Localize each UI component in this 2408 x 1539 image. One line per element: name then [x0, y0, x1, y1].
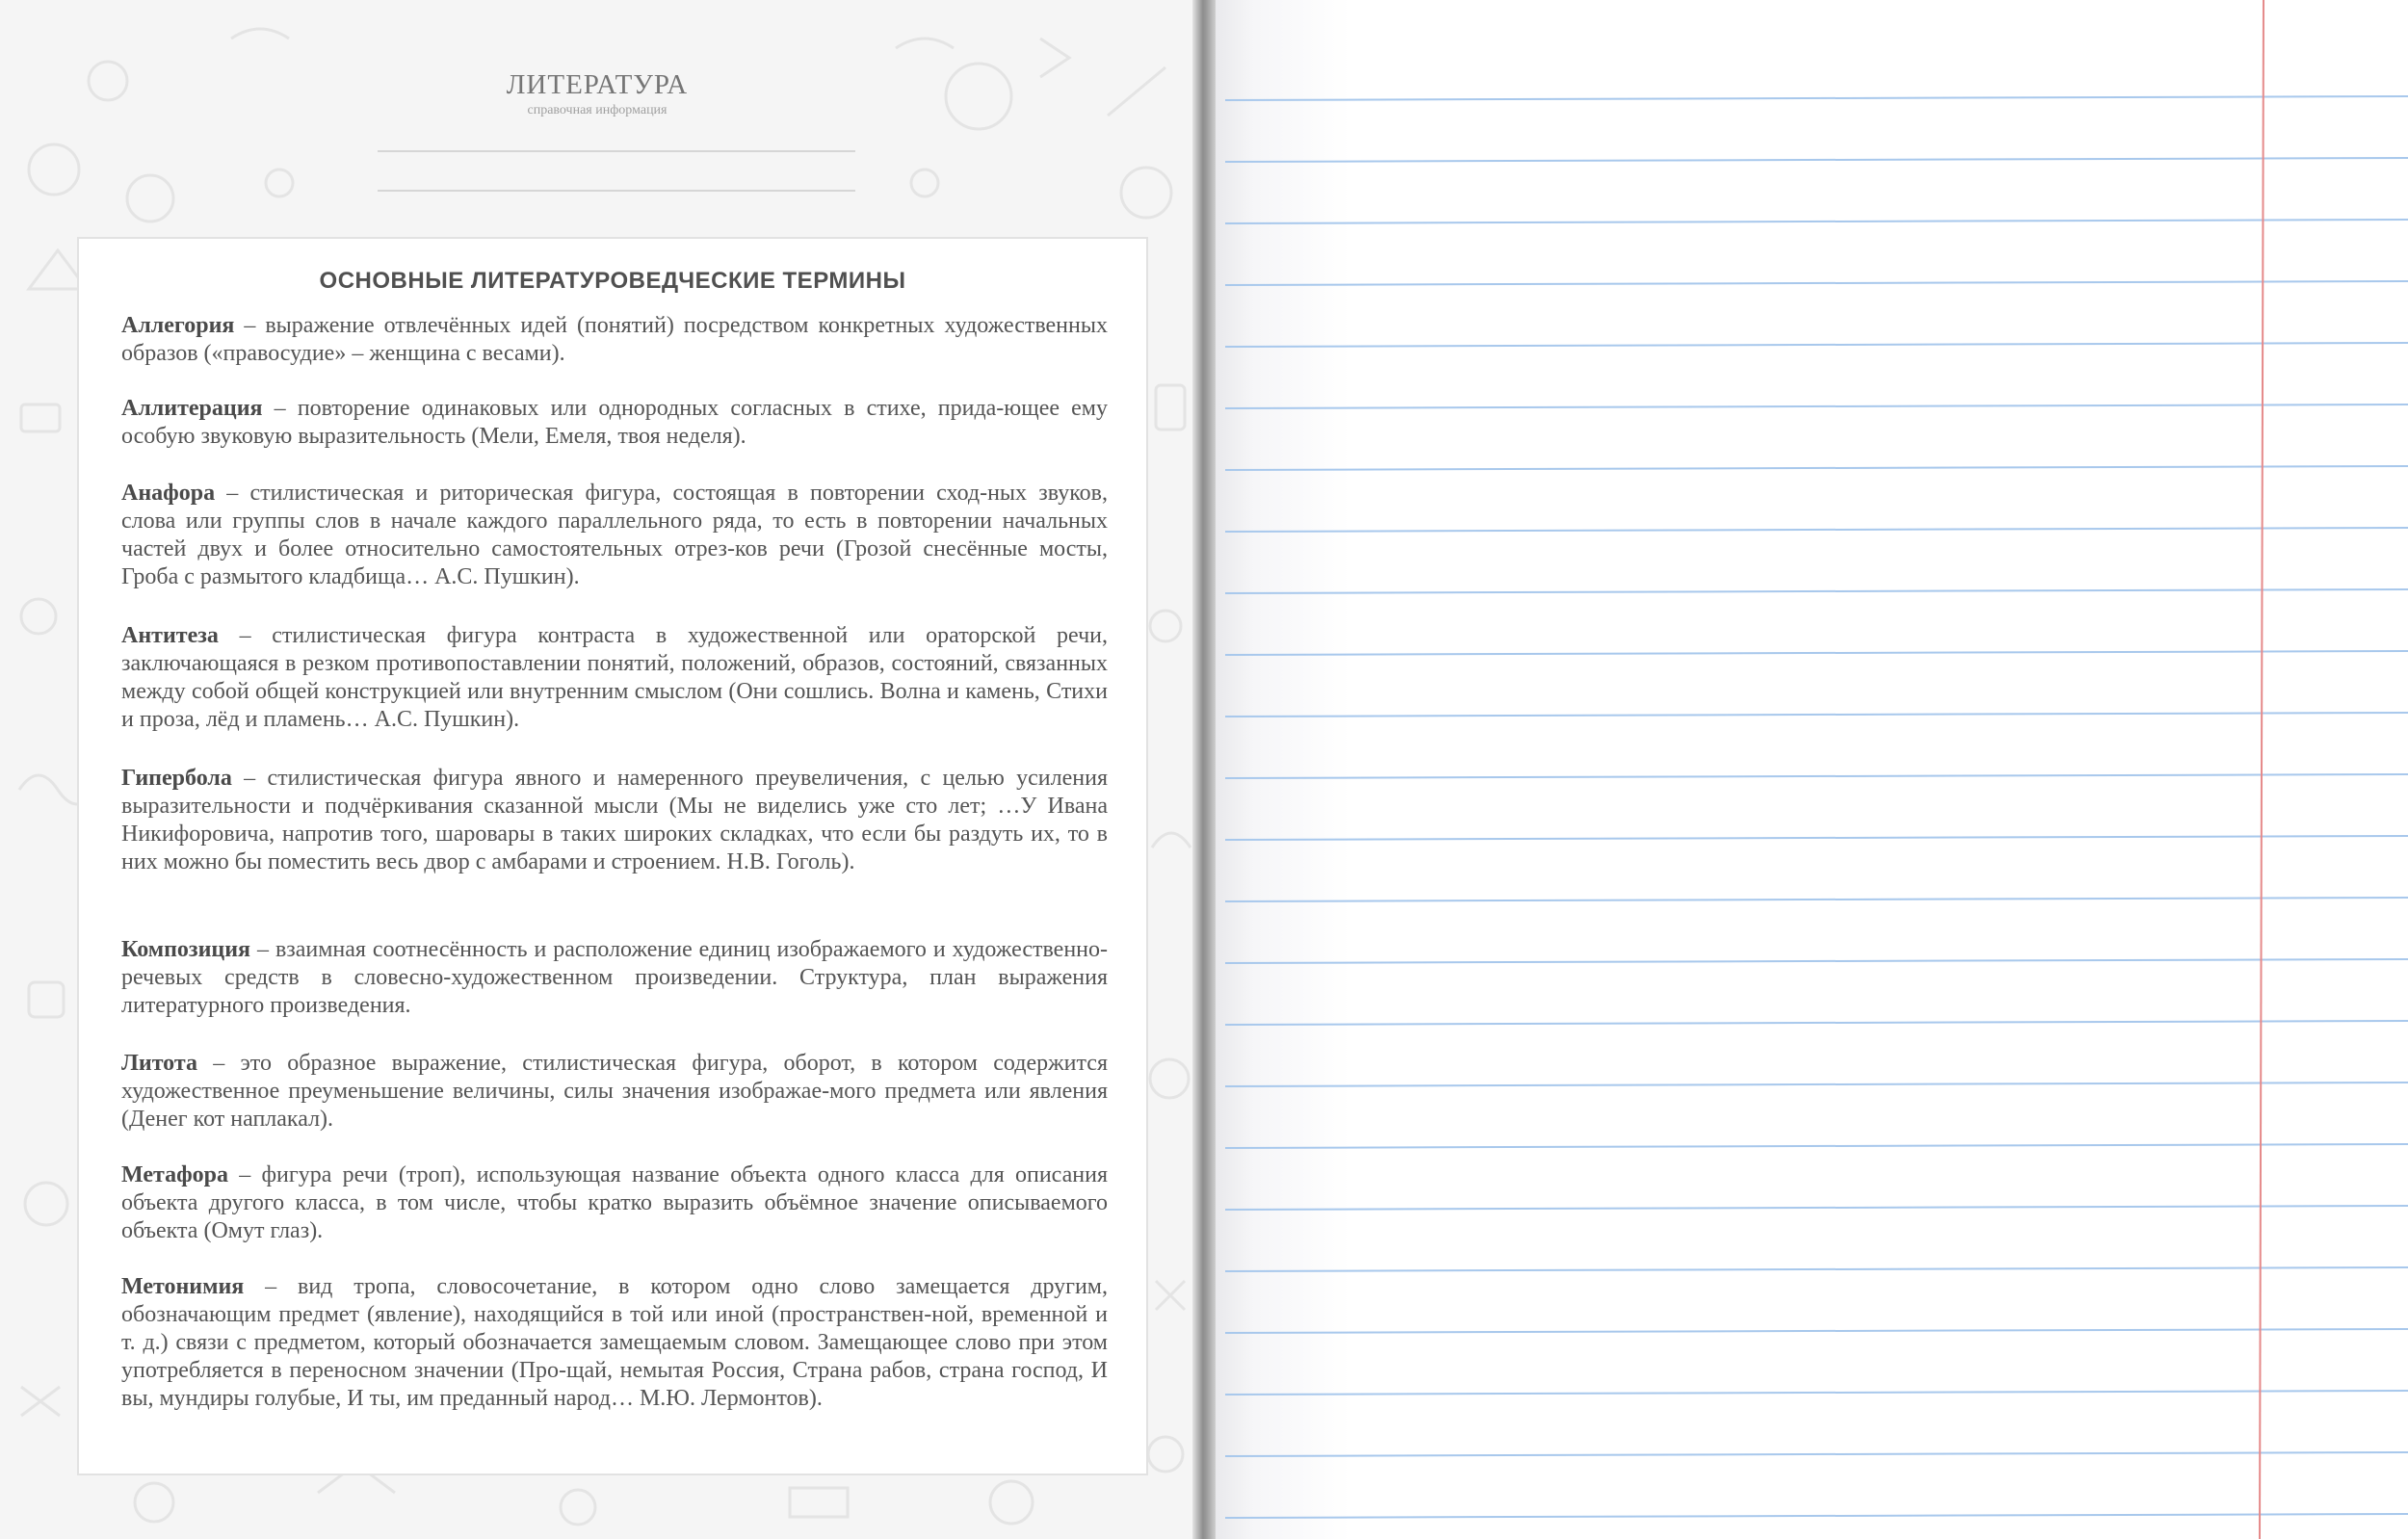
ruled-line	[1225, 343, 2408, 347]
ruled-line	[1225, 713, 2408, 717]
ruled-line	[1225, 589, 2408, 593]
ruled-line	[1225, 651, 2408, 655]
term-definition: – стилистическая фигура явного и намеренного преувеличения, с целью усиления выразительности и подчёркивания сказанной мысли (Мы не виделись уже сто лет; …У Ивана Никифоровича, напротив того, шаровары в таких широких складках, что если бы раздуть их, то в них можно бы поместить весь двор с амбарами и строением. Н.В. Гоголь).	[121, 766, 1108, 874]
term-name: Литота	[121, 1051, 197, 1076]
term-entry	[121, 480, 1108, 591]
term-entry	[121, 395, 1108, 451]
class-write-line	[378, 190, 855, 192]
term-entry	[121, 312, 1108, 368]
ruled-line	[1225, 158, 2408, 162]
ruled-lines	[1216, 0, 2408, 1539]
term-name: Композиция	[121, 937, 251, 962]
reference-heading: ОСНОВНЫЕ ЛИТЕРАТУРОВЕДЧЕСКИЕ ТЕРМИНЫ	[319, 268, 906, 294]
ruled-line	[1225, 281, 2408, 285]
ruled-line	[1225, 1021, 2408, 1025]
ruled-line	[1225, 404, 2408, 408]
term-name: Гипербола	[121, 766, 232, 791]
ruled-line	[1225, 96, 2408, 100]
term-definition: – взаимная соотнесённость и расположение единиц изображаемого и художественно-речевых средств в словесно-художественном произведении. Структура, план выражения литературного произведения.	[121, 937, 1108, 1018]
ruled-line	[1225, 1083, 2408, 1086]
term-definition: – стилистическая и риторическая фигура, состоящая в повторении сход-ных звуков, слова или группы слов в начале каждого параллельного ряда, то есть в повторении начальных частей двух и более относительно самостоятельных отрез-ков речи (Грозой снесённые мосты, Гроба с размытого кладбища… А.С. Пушкин).	[121, 481, 1108, 589]
term-name: Метонимия	[121, 1274, 245, 1299]
ruled-line	[1225, 528, 2408, 532]
term-definition: – повторение одинаковых или однородных согласных в стихе, прида-ющее ему особую звуковую выразительность (Мели, Емеля, твоя неделя).	[121, 396, 1108, 449]
ruled-line	[1225, 466, 2408, 470]
lined-page	[1216, 0, 2408, 1539]
term-definition: – вид тропа, словосочетание, в котором одно слово замещается другим, обозначающим предмет (явление), находящийся в той или иной (пространствен-ной, временной и т. д.) связи с предметом, который обозначается замещаемым словом. Замещающее слово при этом употребляется в переносном значении (Про-щай, немытая Россия, Страна рабов, страна господ, И вы, мундиры голубые, И ты, им преданный народ… М.Ю. Лермонтов).	[121, 1274, 1108, 1411]
term-definition: – выражение отвлечённых идей (понятий) посредством конкретных художественных образов («правосудие» – женщина с весами).	[121, 313, 1108, 366]
term-entry	[121, 1273, 1108, 1413]
notebook-cover-inside	[0, 0, 1196, 1539]
subject-title: ЛИТЕРАТУРА	[506, 69, 689, 100]
ruled-line	[1225, 898, 2408, 901]
term-entry	[121, 765, 1108, 876]
term-name: Аллегория	[121, 313, 235, 338]
term-name: Анафора	[121, 481, 216, 506]
term-name: Метафора	[121, 1162, 229, 1187]
margin-line	[2260, 0, 2264, 1539]
ruled-line	[1225, 1452, 2408, 1456]
term-entry	[121, 936, 1108, 1020]
notebook-spine	[1192, 0, 1216, 1539]
term-definition: – стилистическая фигура контраста в художественной или ораторской речи, заключающаяся в резком противопоставлении понятий, положений, образов, состояний, связанных между собой общей конструкцией или внутренним смыслом (Они сошлись. Волна и камень, Стихи и проза, лёд и пламень… А.С. Пушкин).	[121, 623, 1108, 732]
ruled-line	[1225, 1391, 2408, 1395]
ruled-line	[1225, 774, 2408, 778]
term-definition: – фигура речи (троп), использующая название объекта одного класса для описания объекта другого класса, в том числе, чтобы кратко выразить объёмное значение описываемого объекта (Омут глаз).	[121, 1162, 1108, 1243]
ruled-line	[1225, 1329, 2408, 1333]
ruled-line	[1225, 220, 2408, 223]
term-entry	[121, 622, 1108, 734]
ruled-line	[1225, 1514, 2408, 1518]
term-name: Антитеза	[121, 623, 219, 648]
subject-subtitle: справочная информация	[527, 103, 667, 117]
ruled-line	[1225, 959, 2408, 963]
ruled-line	[1225, 1144, 2408, 1148]
reference-info-box	[77, 237, 1148, 1475]
ruled-line	[1225, 1206, 2408, 1210]
term-name: Аллитерация	[121, 396, 263, 421]
ruled-line	[1225, 836, 2408, 840]
term-definition: – это образное выражение, стилистическая фигура, оборот, в котором содержится художественное преуменьшение величины, силы значения изображае-мого предмета или явления (Денег кот наплакал).	[121, 1051, 1108, 1132]
term-entry	[121, 1161, 1108, 1245]
term-entry	[121, 1050, 1108, 1134]
ruled-line	[1225, 1267, 2408, 1271]
name-write-line	[378, 150, 855, 152]
